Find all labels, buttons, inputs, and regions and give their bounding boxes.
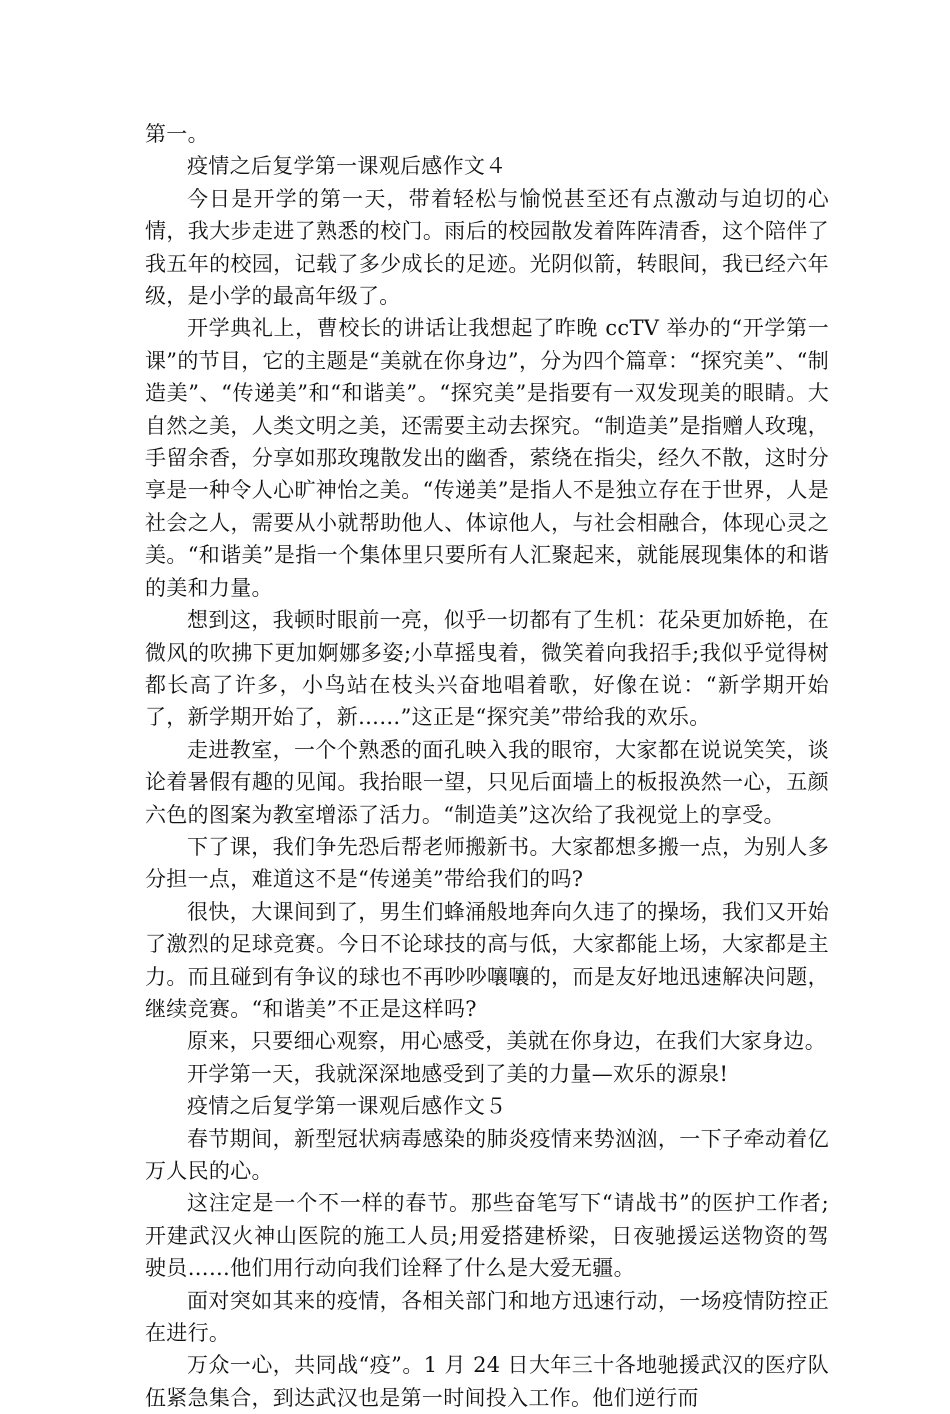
essay-title-4: 疫情之后复学第一课观后感作文４	[187, 154, 507, 179]
paragraph: 开学典礼上，曹校长的讲话让我想起了昨晚 ccTV 举办的“开学第一课”的节目，它的主题是“美就在你身边”，分为四个篇章：“探究美”、“制造美”、“传递美”和“和谐美”。“探究美”是指要有一双发现美的眼睛。大自然之美，人类文明之美，还需要主动去探究。“制造美”是指赠人玫瑰，手留余香，分享如那玫瑰散发出的幽香，萦绕在指尖，经久不散，这时分享是一种令人心旷神怡之美。“传递美”是指人不是独立存在于世界，人是社会之人，需要从小就帮助他人、体谅他人，与社会相融合，体现心灵之美。“和谐美”是指一个集体里只要所有人汇聚起来，就能展现集体的和谐的美和力量。	[145, 316, 829, 600]
paragraph: 走进教室，一个个熟悉的面孔映入我的眼帘，大家都在说说笑笑，谈论着暑假有趣的见闻。我抬眼一望，只见后面墙上的板报涣然一心，五颜六色的图案为教室增添了活力。“制造美”这次给了我视觉上的享受。	[145, 737, 829, 827]
paragraph: 下了课，我们争先恐后帮老师搬新书。大家都想多搬一点，为别人多分担一点，难道这不是“传递美”带给我们的吗?	[145, 834, 829, 892]
paragraph: 原来，只要细心观察，用心感受，美就在你身边，在我们大家身边。	[187, 1029, 826, 1054]
essay-title-5: 疫情之后复学第一课观后感作文５	[187, 1094, 507, 1119]
paragraph: 万众一心，共同战“疫”。1 月 24 日大年三十各地驰援武汉的医疗队伍紧急集合，到达武汉也是第一时间投入工作。他们逆行而	[145, 1353, 829, 1410]
paragraph: 春节期间，新型冠状病毒感染的肺炎疫情来势汹汹，一下子牵动着亿万人民的心。	[145, 1126, 829, 1183]
paragraph-continuation: 第一。	[145, 122, 209, 146]
document-page	[145, 118, 829, 1414]
paragraph: 很快，大课间到了，男生们蜂涌般地奔向久违了的操场，我们又开始了激烈的足球竞赛。今日不论球技的高与低，大家都能上场，大家都是主力。而且碰到有争议的球也不再吵吵嚷嚷的，而是友好地迅速解决问题，继续竞赛。“和谐美”不正是这样吗?	[145, 899, 829, 1021]
paragraph: 今日是开学的第一天，带着轻松与愉悦甚至还有点激动与迫切的心情，我大步走进了熟悉的校门。雨后的校园散发着阵阵清香，这个陪伴了我五年的校园，记载了多少成长的足迹。光阴似箭，转眼间，我已经六年级，是小学的最高年级了。	[145, 186, 829, 309]
paragraph: 面对突如其来的疫情，各相关部门和地方迅速行动，一场疫情防控正在进行。	[145, 1288, 829, 1346]
paragraph: 开学第一天，我就深深地感受到了美的力量—欢乐的源泉!	[187, 1061, 729, 1086]
paragraph: 想到这，我顿时眼前一亮，似乎一切都有了生机：花朵更加娇艳，在微风的吹拂下更加婀娜多姿;小草摇曳着，微笑着向我招手;我似乎觉得树都长高了许多，小鸟站在枝头兴奋地唱着歌，好像在说：“新学期开始了，新学期开始了，新……”这正是“探究美”带给我的欢乐。	[145, 608, 829, 730]
paragraph: 这注定是一个不一样的春节。那些奋笔写下“请战书”的医护工作者;开建武汉火神山医院的施工人员;用爱搭建桥梁，日夜驰援运送物资的驾驶员……他们用行动向我们诠释了什么是大爱无疆。	[145, 1191, 829, 1281]
